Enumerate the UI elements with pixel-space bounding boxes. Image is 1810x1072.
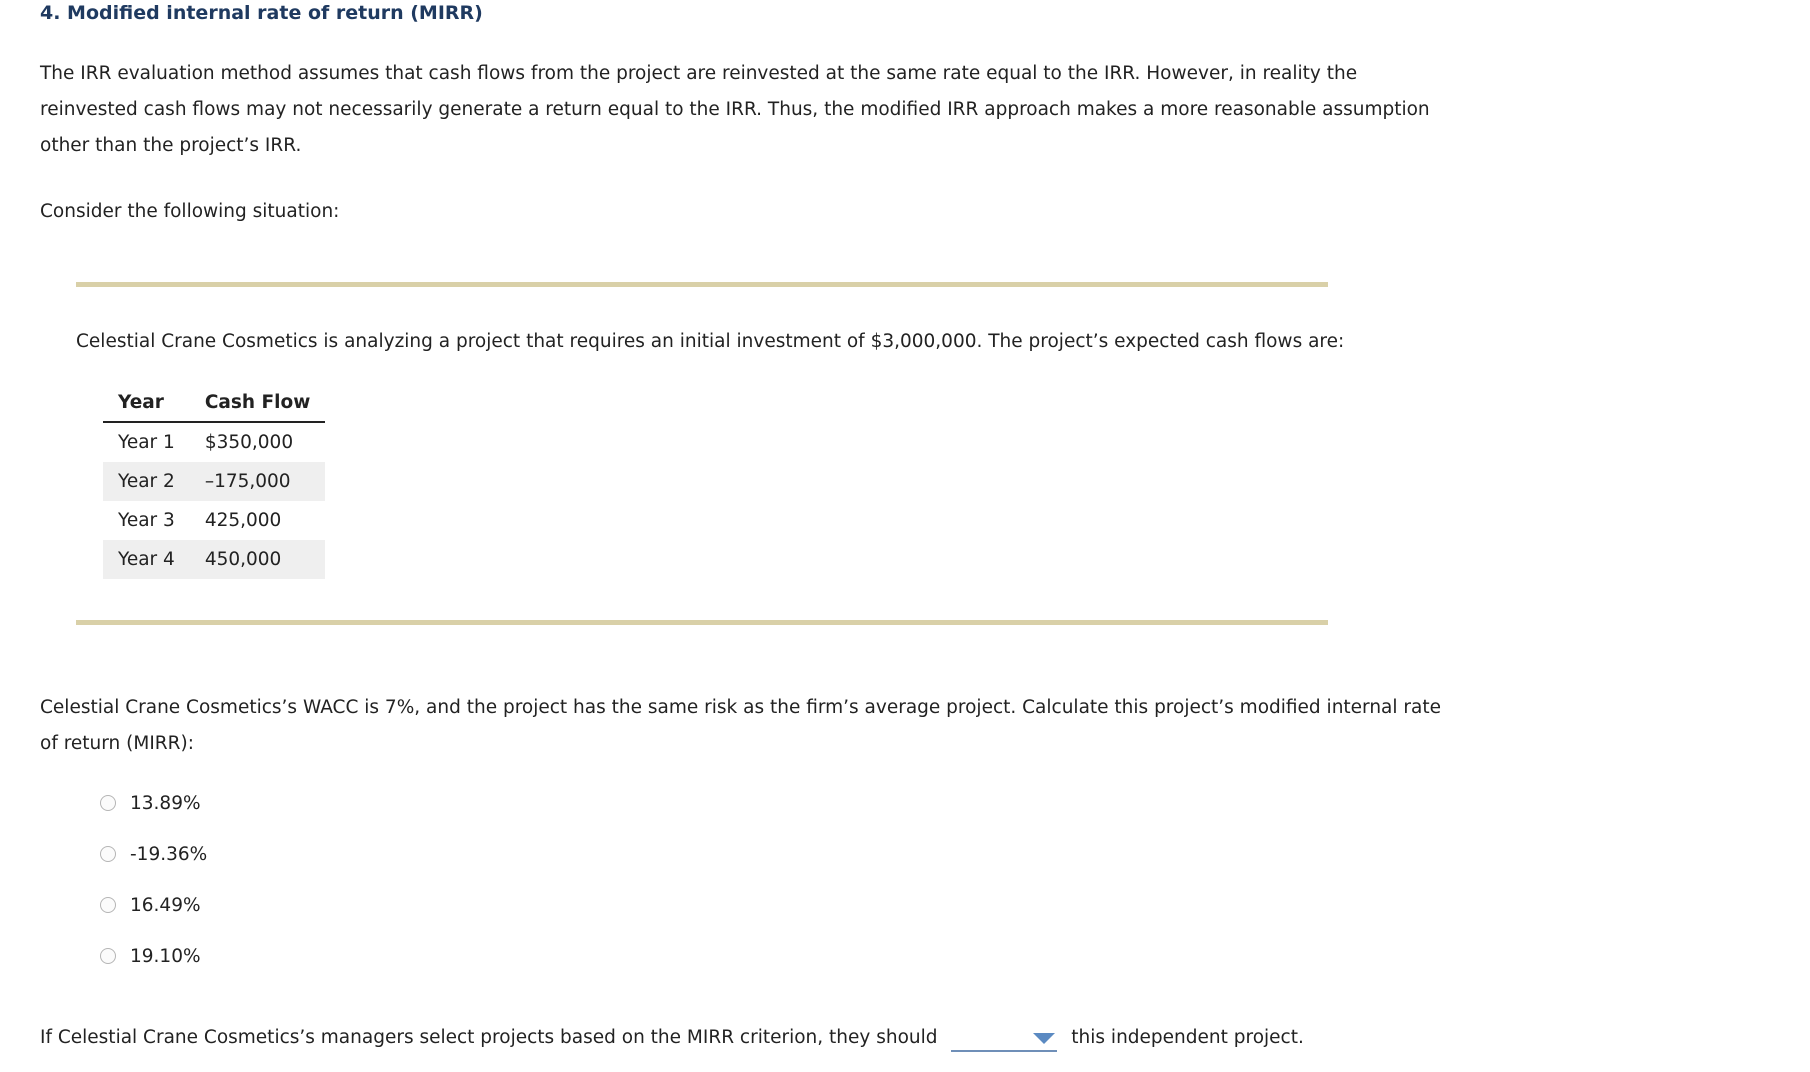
table-row <box>103 422 325 462</box>
scenario-box <box>76 282 1345 625</box>
option-1[interactable] <box>100 788 300 818</box>
intro-paragraph: The IRR evaluation method assumes that cash flows from the project are reinvested at the same rate equal to the IRR. However, in reality the reinvested cash flows may not necessarily generate a return equal to the IRR. Thus, the modified IRR approach makes a more reasonable assumption other than the project’s IRR. <box>40 63 1430 156</box>
radio-button[interactable] <box>100 846 116 862</box>
question-text: Celestial Crane Cosmetics’s WACC is 7%, and the project has the same risk as the firm’s average project. Calculate this project’s modified internal rate of return (MIRR): <box>40 697 1441 754</box>
table-row <box>103 501 325 540</box>
final-suffix: this independent project. <box>1071 1027 1304 1048</box>
option-label: 13.89% <box>130 792 201 814</box>
option-2[interactable] <box>100 839 300 869</box>
radio-button[interactable] <box>100 948 116 964</box>
table-row <box>103 540 325 579</box>
year-cell: Year 4 <box>103 540 190 579</box>
radio-button[interactable] <box>100 795 116 811</box>
year-header: Year <box>103 383 190 422</box>
year-cell: Year 3 <box>118 510 175 531</box>
cash-flow-cell: 425,000 <box>204 510 282 531</box>
scenario-text: Celestial Crane Cosmetics is analyzing a project that requires an initial investment of $3,000,000. The project’s expected cash flows are: <box>76 331 1345 352</box>
radio-button[interactable] <box>100 897 116 913</box>
year-cell: Year 1 <box>118 432 175 453</box>
option-4[interactable] <box>100 941 300 971</box>
decision-dropdown[interactable] <box>951 1024 1057 1052</box>
option-label: 19.10% <box>130 945 201 967</box>
consider-text: Consider the following situation: <box>40 201 340 222</box>
table-header-row <box>103 383 325 422</box>
cash-flow-table <box>103 383 325 579</box>
cash-flow-cell: $350,000 <box>204 432 294 453</box>
table-row <box>103 462 325 501</box>
dropdown-caret-icon <box>1033 1033 1055 1044</box>
cash-flow-header: Cash Flow <box>190 383 325 422</box>
option-label: -19.36% <box>130 843 208 865</box>
section-title: 4. Modified internal rate of return (MIRR) <box>40 2 483 24</box>
final-sentence <box>40 1020 1304 1056</box>
year-cell: Year 2 <box>103 462 190 501</box>
final-prefix: If Celestial Crane Cosmetics’s managers select projects based on the MIRR criterion, they should <box>40 1027 938 1048</box>
cash-flow-cell: –175,000 <box>190 462 325 501</box>
option-3[interactable] <box>100 890 300 920</box>
option-label: 16.49% <box>130 894 201 916</box>
cash-flow-cell: 450,000 <box>190 540 325 579</box>
